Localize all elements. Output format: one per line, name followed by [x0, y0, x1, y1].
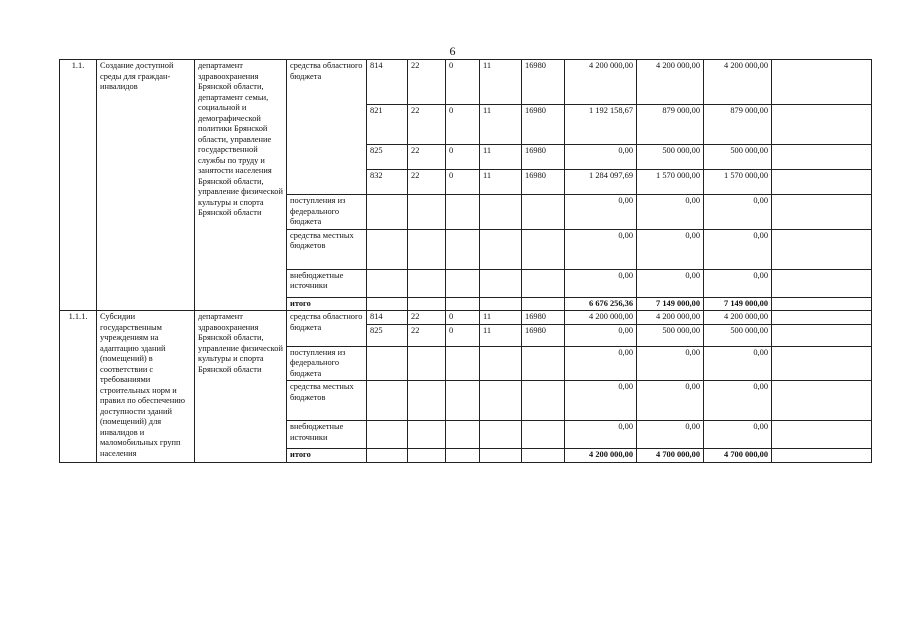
measure-name: Создание доступной среды для граждан-инвалидов	[97, 60, 195, 311]
vr-code: 16980	[522, 105, 565, 145]
row-index: 1.1.1.	[60, 311, 97, 463]
pr-code: 0	[446, 145, 480, 170]
total-label: итого	[287, 449, 367, 463]
amount-year1: 4 200 000,00	[565, 311, 637, 325]
total-label: итого	[287, 297, 367, 311]
source-label: средства областного бюджета	[287, 311, 367, 347]
rz-code: 22	[408, 105, 446, 145]
grbs-code: 814	[367, 60, 408, 105]
grbs-code: 825	[367, 324, 408, 346]
rz-code: 22	[408, 324, 446, 346]
amount-year3: 0,00	[704, 421, 772, 449]
amount-year1: 4 200 000,00	[565, 60, 637, 105]
rz-code: 22	[408, 170, 446, 195]
amount-year1: 0,00	[565, 145, 637, 170]
empty-cell	[772, 269, 872, 297]
vr-code: 16980	[522, 60, 565, 105]
amount-year3: 500 000,00	[704, 145, 772, 170]
amount-year2: 879 000,00	[637, 105, 704, 145]
total-year1: 6 676 256,36	[565, 297, 637, 311]
empty-cell	[772, 421, 872, 449]
amount-year1: 1 284 097,69	[565, 170, 637, 195]
amount-year2: 0,00	[637, 421, 704, 449]
amount-year3: 0,00	[704, 195, 772, 230]
table-row	[60, 311, 872, 325]
total-year3: 4 700 000,00	[704, 449, 772, 463]
rz-code: 22	[408, 311, 446, 325]
grbs-code: 825	[367, 145, 408, 170]
amount-year2: 0,00	[637, 381, 704, 421]
amount-year2: 0,00	[637, 346, 704, 381]
amount-year1: 1 192 158,67	[565, 105, 637, 145]
cs-code: 11	[480, 105, 522, 145]
amount-year3: 1 570 000,00	[704, 170, 772, 195]
rz-code: 22	[408, 60, 446, 105]
vr-code: 16980	[522, 170, 565, 195]
pr-code: 0	[446, 170, 480, 195]
executor: департамент здравоохранения Брянской области, департамент семьи, социальной и демографической политики Брянской области, управление государственной службы по труду и занятости населения Брянской области, управление физической культуры и спорта Брянской области	[195, 60, 287, 311]
empty-cell	[772, 145, 872, 170]
page-number: 6	[449, 44, 456, 58]
cs-code: 11	[480, 145, 522, 170]
amount-year2: 4 200 000,00	[637, 60, 704, 105]
pr-code: 0	[446, 60, 480, 105]
vr-code: 16980	[522, 324, 565, 346]
amount-year3: 879 000,00	[704, 105, 772, 145]
grbs-code: 832	[367, 170, 408, 195]
amount-year3: 0,00	[704, 269, 772, 297]
total-year2: 7 149 000,00	[637, 297, 704, 311]
cs-code: 11	[480, 60, 522, 105]
source-label: средства областного бюджета	[287, 60, 367, 195]
empty-cell	[772, 170, 872, 195]
source-label: средства местных бюджетов	[287, 229, 367, 269]
empty-cell	[772, 381, 872, 421]
amount-year1: 0,00	[565, 269, 637, 297]
amount-year2: 0,00	[637, 269, 704, 297]
amount-year3: 4 200 000,00	[704, 60, 772, 105]
amount-year3: 0,00	[704, 229, 772, 269]
cs-code: 11	[480, 324, 522, 346]
amount-year3: 0,00	[704, 346, 772, 381]
total-year1: 4 200 000,00	[565, 449, 637, 463]
source-label: внебюджетные источники	[287, 421, 367, 449]
pr-code: 0	[446, 324, 480, 346]
empty-cell	[772, 346, 872, 381]
grbs-code: 814	[367, 311, 408, 325]
amount-year2: 4 200 000,00	[637, 311, 704, 325]
amount-year3: 0,00	[704, 381, 772, 421]
amount-year1: 0,00	[565, 421, 637, 449]
rz-code: 22	[408, 145, 446, 170]
source-label: поступления из федерального бюджета	[287, 346, 367, 381]
source-label: средства местных бюджетов	[287, 381, 367, 421]
empty-cell	[772, 195, 872, 230]
amount-year2: 500 000,00	[637, 324, 704, 346]
empty-cell	[772, 311, 872, 325]
amount-year1: 0,00	[565, 381, 637, 421]
empty-cell	[772, 229, 872, 269]
amount-year1: 0,00	[565, 229, 637, 269]
empty-cell	[772, 449, 872, 463]
amount-year3: 4 200 000,00	[704, 311, 772, 325]
amount-year2: 1 570 000,00	[637, 170, 704, 195]
pr-code: 0	[446, 105, 480, 145]
measure-name: Субсидии государственным учреждениям на адаптацию зданий (помещений) в соответствии с требованиями строительных норм и правил по обеспечению доступности зданий (помещений) для инвалидов и маломобильных групп населения	[97, 311, 195, 463]
source-label: поступления из федерального бюджета	[287, 195, 367, 230]
vr-code: 16980	[522, 145, 565, 170]
amount-year1: 0,00	[565, 195, 637, 230]
table-row	[60, 60, 872, 105]
amount-year2: 0,00	[637, 195, 704, 230]
empty-cell	[772, 105, 872, 145]
total-year2: 4 700 000,00	[637, 449, 704, 463]
amount-year2: 500 000,00	[637, 145, 704, 170]
executor: департамент здравоохранения Брянской области, управление физической культуры и спорта Брянской области	[195, 311, 287, 463]
amount-year1: 0,00	[565, 346, 637, 381]
budget-table	[59, 59, 872, 463]
amount-year3: 500 000,00	[704, 324, 772, 346]
empty-cell	[772, 324, 872, 346]
grbs-code: 821	[367, 105, 408, 145]
amount-year1: 0,00	[565, 324, 637, 346]
empty-cell	[772, 60, 872, 105]
source-label: внебюджетные источники	[287, 269, 367, 297]
empty-cell	[772, 297, 872, 311]
amount-year2: 0,00	[637, 229, 704, 269]
cs-code: 11	[480, 311, 522, 325]
row-index: 1.1.	[60, 60, 97, 311]
total-year3: 7 149 000,00	[704, 297, 772, 311]
pr-code: 0	[446, 311, 480, 325]
cs-code: 11	[480, 170, 522, 195]
vr-code: 16980	[522, 311, 565, 325]
